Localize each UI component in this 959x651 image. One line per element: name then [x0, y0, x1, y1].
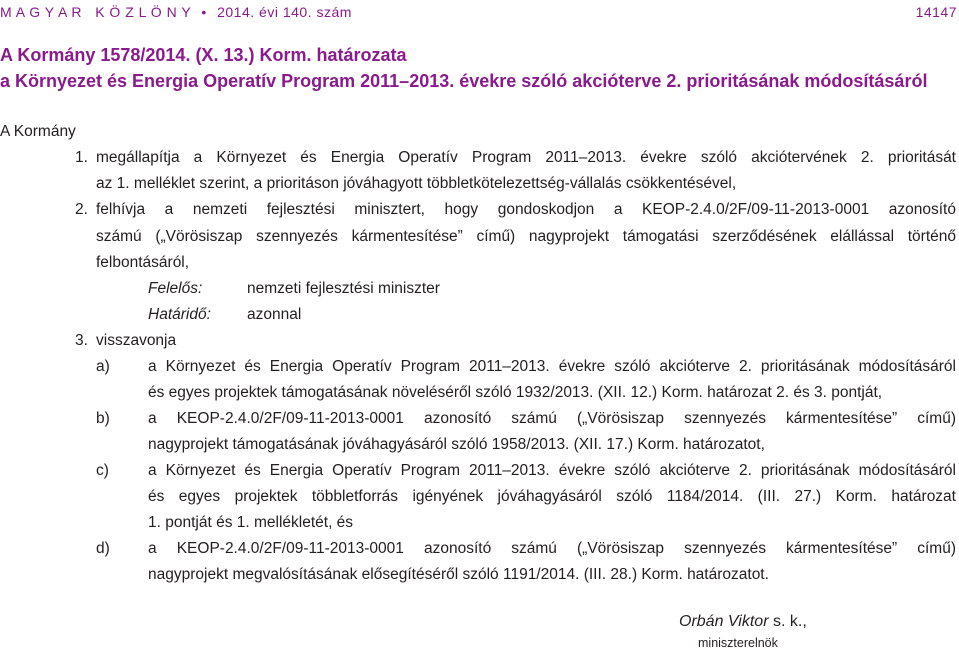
- subitem-line: és egyes projektek többletforrás igényének jóváhagyásáról szóló 1184/2014. (III. 27.) Korm. határozat: [148, 488, 956, 505]
- subitem-text: [148, 488, 956, 506]
- header-bullet: •: [201, 4, 207, 20]
- responsible-value: nemzeti fejlesztési miniszter: [247, 280, 440, 297]
- subitem-letter: d): [96, 540, 110, 557]
- item-number: 3.: [75, 332, 88, 349]
- decree-title: A Kormány 1578/2014. (X. 13.) Korm. határozata: [0, 45, 407, 65]
- signatory-role: miniszterelnök: [698, 636, 778, 650]
- decree-subtitle: a Környezet és Energia Operatív Program 2011–2013. évekre szóló akcióterve 2. prioritásának módosításáról: [0, 71, 928, 91]
- item-number: 1.: [75, 149, 88, 166]
- journal-name: M A G Y A R K Ö Z L Ö N Y: [0, 4, 191, 20]
- subitem-line: a Környezet és Energia Operatív Program 2011–2013. évekre szóló akcióterve 2. prioritásának módosításáról: [148, 358, 956, 375]
- signature-line: [679, 613, 807, 631]
- subitem-line: a Környezet és Energia Operatív Program 2011–2013. évekre szóló akcióterve 2. prioritásának módosításáról: [148, 462, 956, 479]
- subitem-text: [148, 462, 956, 480]
- issue-info: 2014. évi 140. szám: [217, 4, 352, 20]
- subitem-letter: c): [96, 462, 109, 479]
- subitem-letter: a): [96, 358, 110, 375]
- intro-text: A Kormány: [0, 123, 76, 140]
- signatory-name: Orbán Viktor: [679, 613, 769, 630]
- subitem-line: 1. pontját és 1. mellékletét, és: [148, 514, 354, 531]
- subitem-text: [148, 540, 956, 558]
- deadline-value: azonnal: [247, 306, 302, 323]
- page-number: 14147: [915, 4, 957, 20]
- subitem-line: nagyprojekt támogatásának jóváhagyásáról szóló 1958/2013. (XII. 17.) Korm. határozatot,: [148, 436, 765, 453]
- item-text: [96, 149, 956, 167]
- item-line: felhívja a nemzeti fejlesztési minisztert, hogy gondoskodjon a KEOP-2.4.0/2F/09-11-2013-0001 azonosító: [96, 201, 956, 218]
- item-text: [96, 228, 956, 246]
- signature-suffix: s. k.,: [768, 613, 807, 630]
- subitem-text: [148, 410, 956, 428]
- item-text: visszavonja: [96, 332, 177, 349]
- journal-header: [0, 4, 352, 20]
- subitem-line: és egyes projektek támogatásának növeléséről szóló 1932/2013. (XII. 12.) Korm. határozat 2. és 3. pontját,: [148, 384, 883, 401]
- deadline-label: Határidő:: [148, 306, 211, 323]
- item-number: 2.: [75, 201, 88, 218]
- subitem-text: [148, 358, 956, 376]
- responsible-label: Felelős:: [148, 280, 203, 297]
- item-text: [96, 201, 956, 219]
- item-line: az 1. melléklet szerint, a prioritáson jóváhagyott többletkötelezettség-vállalás csökkentésével,: [96, 175, 737, 192]
- item-line: megállapítja a Környezet és Energia Operatív Program 2011–2013. évekre szóló akciótervének 2. prioritását: [96, 149, 956, 166]
- subitem-line: nagyprojekt megvalósításának elősegítéséről szóló 1191/2014. (III. 28.) Korm. határozatot.: [148, 566, 769, 583]
- subitem-line: a KEOP-2.4.0/2F/09-11-2013-0001 azonosító számú („Vörösiszap szennyezés kármentesítése” című): [148, 540, 956, 557]
- subitem-letter: b): [96, 410, 110, 427]
- subitem-line: a KEOP-2.4.0/2F/09-11-2013-0001 azonosító számú („Vörösiszap szennyezés kármentesítése” című): [148, 410, 956, 427]
- item-line: számú („Vörösiszap szennyezés kármentesítése” című) nagyprojekt támogatási szerződésének elállással történő: [96, 228, 956, 245]
- item-line: felbontásáról,: [96, 254, 190, 271]
